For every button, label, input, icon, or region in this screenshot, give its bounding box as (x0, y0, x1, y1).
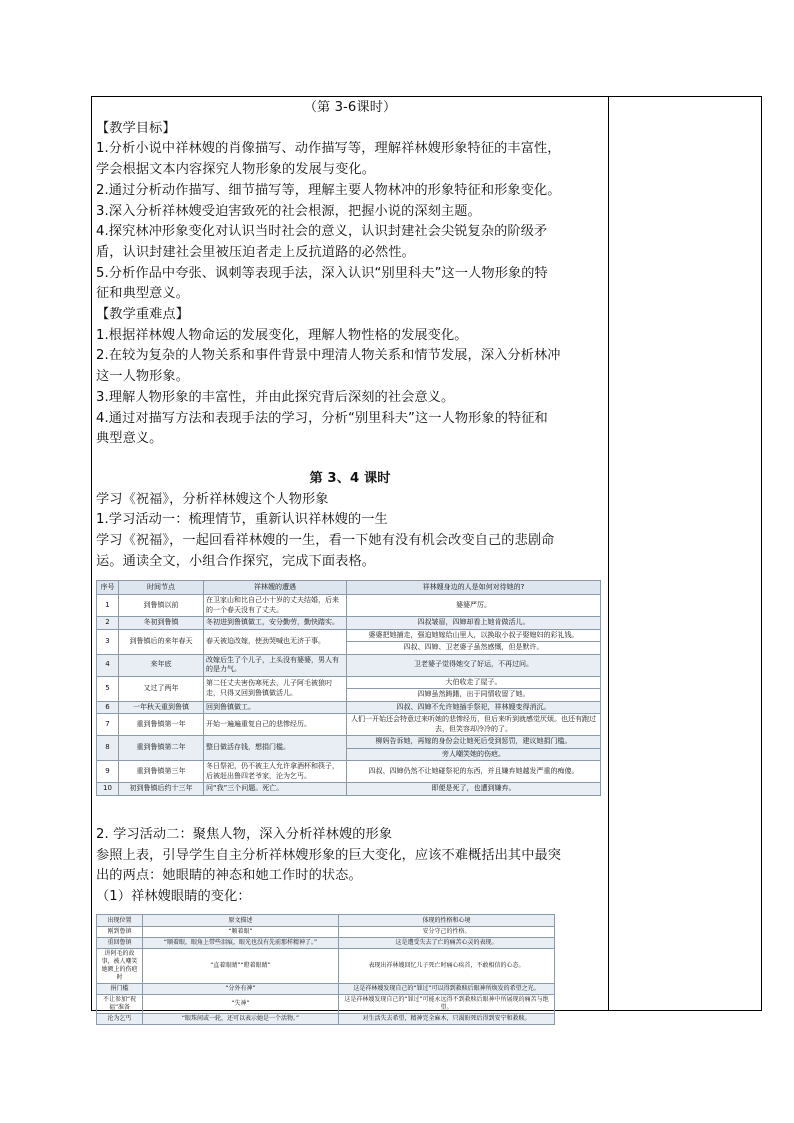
table-cell: 一年秋天重到鲁镇 (119, 701, 204, 714)
table-header: 序号 (97, 581, 119, 595)
table-cell: 9 (97, 761, 119, 783)
text-line: 盾，认识封建社会里被压迫者走上反抗道路的必然性。 (96, 244, 415, 260)
table-cell: 2 (97, 617, 119, 630)
table-cell: 四叔、四婶不允许她插手祭祀，祥林嫂变得消沉。 (347, 701, 601, 714)
life-events-table (96, 580, 601, 796)
text-line: 学习《祝福》，一起回看祥林嫂的一生，看一下她有没有机会改变自己的悲剧命 (96, 533, 555, 549)
text-line: 这一人物形象。 (96, 369, 190, 385)
table-cell: 5 (97, 676, 119, 701)
table-header: 体现的性格和心境 (339, 915, 555, 927)
table-cell: 四叔皱眉，四婶却看上她肯做活儿。 (347, 617, 601, 630)
table-header: 时间节点 (119, 581, 204, 595)
table-cell: 婆婆把她捕走，强迫她嫁给山里人，以换取小叔子娶媳妇的彩礼钱。 (347, 629, 601, 642)
table-cell: 沦为乞丐 (97, 1014, 143, 1025)
table-cell: 捐门槛 (97, 984, 143, 995)
table-row (97, 949, 555, 984)
table-cell: “眼珠间或一轮，还可以表示她是一个活物。” (143, 1014, 339, 1025)
text-line: 1.根据祥林嫂人物命运的发展变化，理解人物性格的发展变化。 (96, 327, 468, 343)
table-cell: 整日做活存钱，想捐门槛。 (204, 736, 347, 761)
table-cell: 开始一遍遍重复自己的悲惨经历。 (204, 714, 347, 736)
table-row (97, 595, 601, 617)
text-line: 4.探究林冲形象变化对认识当时社会的意义，认识封建社会尖锐复杂的阶级矛 (96, 224, 548, 240)
table-cell: 冬初进到鲁镇做工，安分勤劳，勤快踏实。 (204, 617, 347, 630)
table-cell: 10 (97, 783, 119, 796)
table-cell: 1 (97, 595, 119, 617)
table-cell: 4 (97, 654, 119, 676)
table-cell: 回到鲁镇做工。 (204, 701, 347, 714)
table-cell: 不让参加“祝福”准备 (97, 995, 143, 1014)
table-cell: 重到鲁镇第二年 (119, 736, 204, 761)
lesson-3-4-section (96, 469, 604, 573)
table-row (97, 676, 601, 689)
table-cell: “顺着眼，眼角上带些泪痕，眼光也没有先前那样精神了。” (143, 938, 339, 949)
text-line: （第 3-6课时） (303, 100, 397, 115)
table-cell: 到鲁镇以前 (119, 595, 204, 617)
table-cell: 7 (97, 714, 119, 736)
activity-two-section (96, 825, 604, 908)
table-cell: 重到鲁镇第三年 (119, 761, 204, 783)
eye-changes-table (96, 914, 555, 1025)
table-cell: 旁人嘲笑她的伤疤。 (347, 748, 601, 761)
text-line: 3.深入分析祥林嫂受迫害致死的社会根源，把握小说的深刻主题。 (96, 203, 481, 219)
table-header: 出现位置 (97, 915, 143, 927)
table-cell: 柳妈告诉她，再嫁的身份会让她死后受到惩罚，建议她捐门槛。 (347, 736, 601, 749)
table-cell: 这是遭受失去了亡的痛苦心灵的表现。 (339, 938, 555, 949)
text-line: 1.分析小说中祥林嫂的肖像描写、动作描写等，理解祥林嫂形象特征的丰富性， (96, 141, 561, 157)
table-row (97, 984, 555, 995)
text-line: 征和典型意义。 (96, 286, 190, 302)
text-line: 运。通读全文，小组合作探究，完成下面表格。 (96, 553, 376, 569)
table-cell: 安分守己的性格。 (339, 927, 555, 938)
table-cell: 重回鲁镇 (97, 938, 143, 949)
text-line: 参照上表，引导学生自主分析祥林嫂形象的巨大变化，应该不难概括出其中最突 (96, 847, 562, 863)
teaching-goals-section (96, 98, 604, 450)
table-header: 祥林嫂身边的人是如何对待她的? (347, 581, 601, 595)
text-line: 【教学重难点】 (96, 307, 190, 323)
text-line: 出的两点：她眼睛的神态和她工作时的状态。 (96, 868, 362, 884)
table-cell: 讲阿毛的故事，被人嘲笑她额上的伤疤时 (97, 949, 143, 984)
table-cell: 即便是死了，也遭到嫌弃。 (347, 783, 601, 796)
table-cell: 第二任丈夫害伤寒死去，儿子阿毛被狼叼走，只得又回到鲁镇做活儿。 (204, 676, 347, 701)
text-line: （1）祥林嫂眼睛的变化： (96, 889, 251, 905)
text-line: 1.学习活动一：梳理情节，重新认识祥林嫂的一生 (96, 512, 388, 528)
table-cell: 到鲁镇后的来年春天 (119, 629, 204, 654)
text-line: 2. 学习活动二：聚焦人物，深入分析祥林嫂的形象 (96, 827, 393, 842)
table-cell: 这是祥林嫂发现自己的“罪过”可能永远得不到救赎后眼神中所展现的痛苦与绝望。 (339, 995, 555, 1014)
table-header: 原文描述 (143, 915, 339, 927)
table-row (97, 714, 601, 736)
table-cell: 春天被迫改嫁，使劲哭喊也无济于事。 (204, 629, 347, 654)
lesson-content (96, 98, 604, 572)
table-cell: 来年底 (119, 654, 204, 676)
table-cell: 6 (97, 701, 119, 714)
table-cell: 3 (97, 629, 119, 654)
table-row (97, 761, 601, 783)
table-cell: 四叔、四婶仍然不让她碰祭祀的东西，并且嫌弃她越发严重的痴傻。 (347, 761, 601, 783)
table-cell: 卫老婆子觉得她交了好运，不再过问。 (347, 654, 601, 676)
text-line: 4.通过对描写方法和表现手法的学习，分析“别里科夫”这一人物形象的特征和 (96, 410, 548, 426)
table-cell: 初到鲁镇后约十三年 (119, 783, 204, 796)
table-header: 祥林嫂的遭遇 (204, 581, 347, 595)
table-cell: 改嫁后生了个儿子，上头没有婆婆，男人有的是力气。 (204, 654, 347, 676)
table-cell: 又过了两年 (119, 676, 204, 701)
text-line: 【教学目标】 (96, 120, 176, 136)
table-row (97, 736, 601, 749)
table-row (97, 995, 555, 1014)
table-cell: 在卫家山和比自己小十岁的丈夫结婚，后来的一个春天没有了丈夫。 (204, 595, 347, 617)
text-line: 学习《祝福》，分析祥林嫂这个人物形象 (96, 491, 329, 507)
table-row (97, 701, 601, 714)
text-line: 2.通过分析动作描写、细节描写等，理解主要人物林冲的形象特征和形象变化。 (96, 182, 561, 198)
table-cell: 问“我”三个问题。死亡。 (204, 783, 347, 796)
table-row (97, 927, 555, 938)
column-divider (608, 96, 609, 1011)
text-line: 5.分析作品中夸张、讽刺等表现手法，深入认识“别里科夫”这一人物形象的特 (96, 265, 548, 281)
text-line: 3.理解人物形象的丰富性，并由此探究背后深刻的社会意义。 (96, 389, 455, 405)
table-cell: 四婶虽然踌躇，出于同情收留了她。 (347, 689, 601, 702)
table-row (97, 629, 601, 642)
table-cell: “失神” (143, 995, 339, 1014)
table-cell: 这是祥林嫂发现自己的“罪过”可以得到救赎后眼神所焕发的希望之光。 (339, 984, 555, 995)
text-line: 学会根据文本内容探究人物形象的发展与变化。 (96, 162, 376, 178)
text-line: 第 3、4 课时 (309, 470, 391, 486)
table-cell: “分外有神” (143, 984, 339, 995)
table-row (97, 1014, 555, 1025)
table-cell: “直着眼睛”“瞪着眼睛” (143, 949, 339, 984)
text-line: 典型意义。 (96, 431, 163, 447)
table-cell: 表现出祥林嫂回忆儿子死亡时痛心疾首，不敢相信的心态。 (339, 949, 555, 984)
table-cell: 8 (97, 736, 119, 761)
table-cell: 四叔、四婶、卫老婆子虽然感慨，但是默许。 (347, 642, 601, 655)
table-cell: 婆婆严厉。 (347, 595, 601, 617)
table-cell: 重到鲁镇第一年 (119, 714, 204, 736)
table-cell: 冬初到鲁镇 (119, 617, 204, 630)
table-cell: 大伯收走了屋子。 (347, 676, 601, 689)
table-row (97, 654, 601, 676)
table-cell: “顺着眼” (143, 927, 339, 938)
table-cell: 刚到鲁镇 (97, 927, 143, 938)
table-cell: 冬日祭祀，仍不被主人允许拿酒杯和筷子，后被赶出鲁四老爷家，沦为乞丐。 (204, 761, 347, 783)
table-cell: 对生活失去希望，精神完全麻木，只渴盼死后得到安宁和救赎。 (339, 1014, 555, 1025)
table-row (97, 783, 601, 796)
table-row (97, 617, 601, 630)
table-cell: 人们一开始还会特意过来听她的悲惨经历，但后来听到就感觉厌烦。也还有跑过去，但笑容却冷冷的了。 (347, 714, 601, 736)
text-line: 2.在较为复杂的人物关系和事件背景中理清人物关系和情节发展，深入分析林冲 (96, 348, 561, 364)
table-row (97, 938, 555, 949)
